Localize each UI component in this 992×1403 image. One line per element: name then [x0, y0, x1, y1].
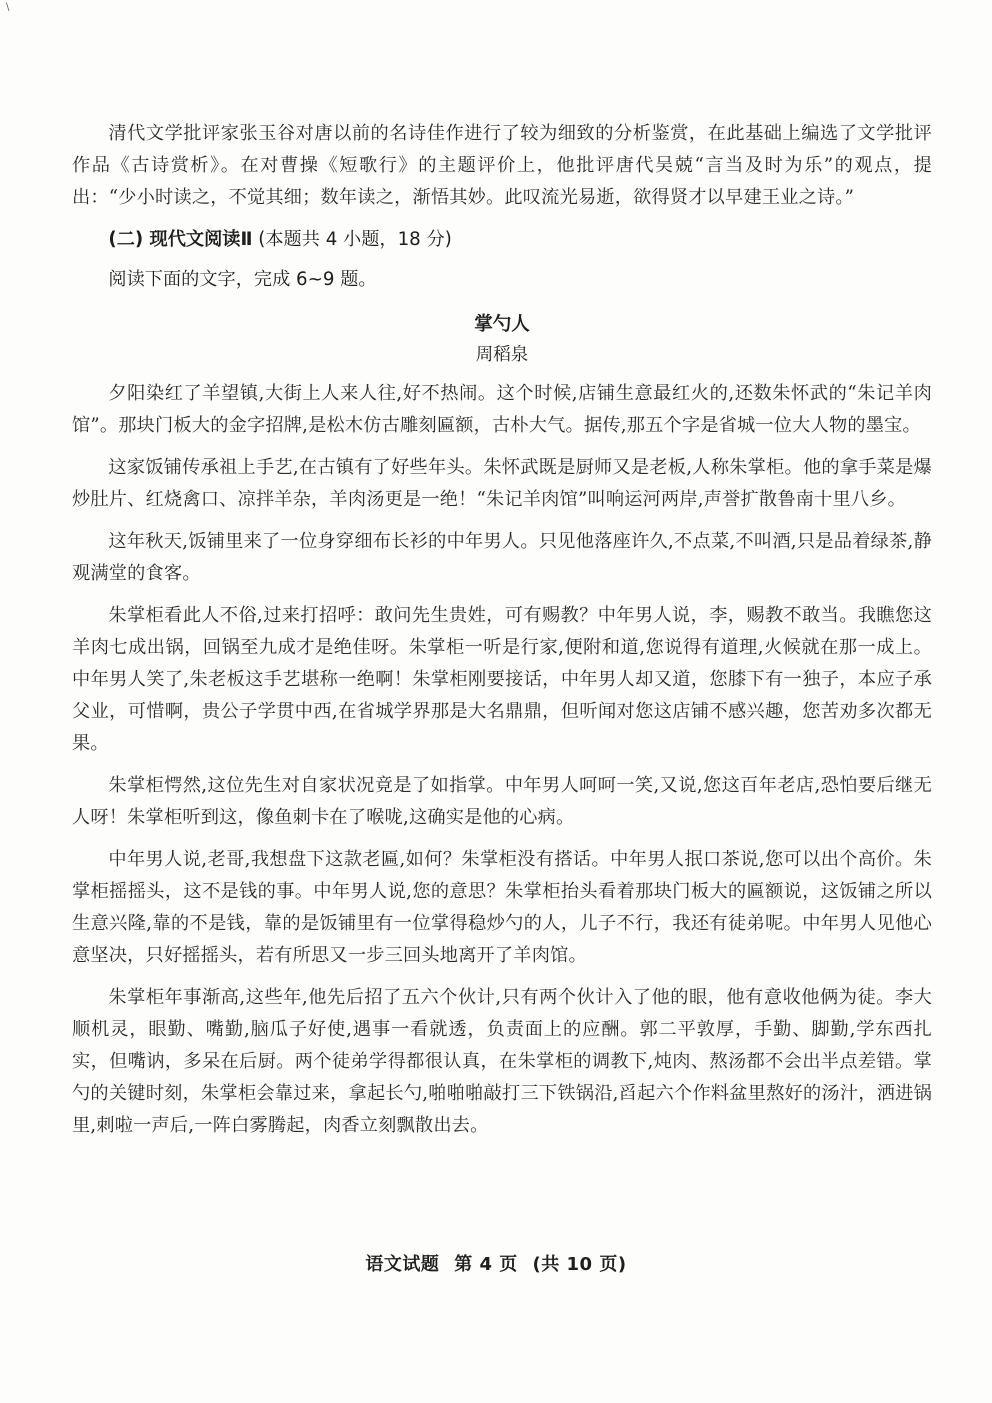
section-note: (本题共 4 小题，18 分) — [258, 229, 452, 250]
story-paragraph: 这家饭铺传承祖上手艺,在古镇有了好些年头。朱怀武既是厨师又是老板,人称朱掌柜。他的拿手菜是爆炒肚片、红烧禽口、凉拌羊杂，羊肉汤更是一绝！“朱记羊肉馆”叫响运河两岸,声誉扩散鲁南十里八乡。 — [72, 457, 932, 510]
story-paragraph: 夕阳染红了羊望镇,大街上人来人往,好不热闹。这个时候,店铺生意最红火的,还数朱怀武的“朱记羊肉馆”。那块门板大的金字招牌,是松木仿古雕刻匾额，古朴大气。据传,那五个字是省城一位大人物的墨宝。 — [72, 383, 932, 436]
story-paragraph: 中年男人说,老哥,我想盘下这款老匾,如何？朱掌柜没有搭话。中年男人抿口茶说,您可以出个高价。朱掌柜摇摇头，这不是钱的事。中年男人说,您的意思？朱掌柜抬头看着那块门板大的匾额说，这饭铺之所以生意兴隆,靠的不是钱，靠的是饭铺里有一位掌得稳炒勺的人，儿子不行，我还有徒弟呢。中年男人见他心意坚决，只好摇摇头，若有所思又一步三回头地离开了羊肉馆。 — [72, 849, 932, 966]
intro-paragraph: 清代文学批评家张玉谷对唐以前的名诗佳作进行了较为细致的分析鉴赏，在此基础上编选了文学批评作品《古诗赏析》。在对曹操《短歌行》的主题评价上，他批评唐代吴兢“言当及时为乐”的观点，提出：“少小时读之，不觉其细；数年读之，渐悟其妙。此叹流光易逝，欲得贤才以早建王业之诗。” — [72, 123, 932, 208]
page-footer — [0, 1250, 992, 1276]
story-paragraph: 朱掌柜年事渐高,这些年,他先后招了五六个伙计,只有两个伙计入了他的眼，他有意收他俩为徒。李大顺机灵，眼勤、嘴勤,脑瓜子好使,遇事一看就透，负责面上的应酬。郭二平敦厚，手勤、脚勤,学东西扎实，但嘴讷，多呆在后厨。两个徒弟学得都很认真，在朱掌柜的调教下,炖肉、熬汤都不会出半点差错。掌勺的关键时刻，朱掌柜会靠过来，拿起长勺,啪啪啪敲打三下铁锅沿,舀起六个作料盆里熬好的汤汁，洒进锅里,刺啦一声后,一阵白雾腾起，肉香立刻飘散出去。 — [72, 987, 932, 1136]
footer-subject: 语文试题 — [365, 1254, 440, 1275]
story-title: 掌勺人 — [474, 314, 530, 335]
section-header — [72, 224, 932, 256]
reading-instruction: 阅读下面的文字，完成 6~9 题。 — [108, 269, 377, 290]
corner-mark: \ — [6, 2, 10, 13]
story-paragraph: 朱掌柜愕然,这位先生对自家状况竟是了如指掌。中年男人呵呵一笑,又说,您这百年老店,恐怕要后继无人呀！朱掌柜听到这，像鱼刺卡在了喉咙,这确实是他的心病。 — [72, 775, 932, 828]
page-content — [72, 118, 932, 1152]
section-heading: (二) 现代文阅读Ⅱ — [108, 229, 253, 250]
footer-page-number: 第 4 页 — [454, 1254, 518, 1275]
story-author: 周稻泉 — [475, 345, 529, 365]
footer-total-pages: (共 10 页) — [532, 1254, 627, 1275]
story-paragraph: 这年秋天,饭铺里来了一位身穿细布长衫的中年男人。只见他落座许久,不点菜,不叫酒,只是品着绿茶,静观满堂的食客。 — [72, 531, 932, 584]
story-paragraph: 朱掌柜看此人不俗,过来打招呼：敢问先生贵姓，可有赐教？中年男人说，李，赐教不敢当。我瞧您这羊肉七成出锅，回锅至九成才是绝佳呀。朱掌柜一听是行家,便附和道,您说得有道理,火候就在那一成上。中年男人笑了,朱老板这手艺堪称一绝啊！朱掌柜刚要接话，中年男人却又道，您膝下有一独子，本应子承父业，可惜啊，贵公子学贯中西,在省城学界那是大名鼎鼎，但听闻对您这店铺不感兴趣，您苦劝多次都无果。 — [72, 605, 932, 754]
